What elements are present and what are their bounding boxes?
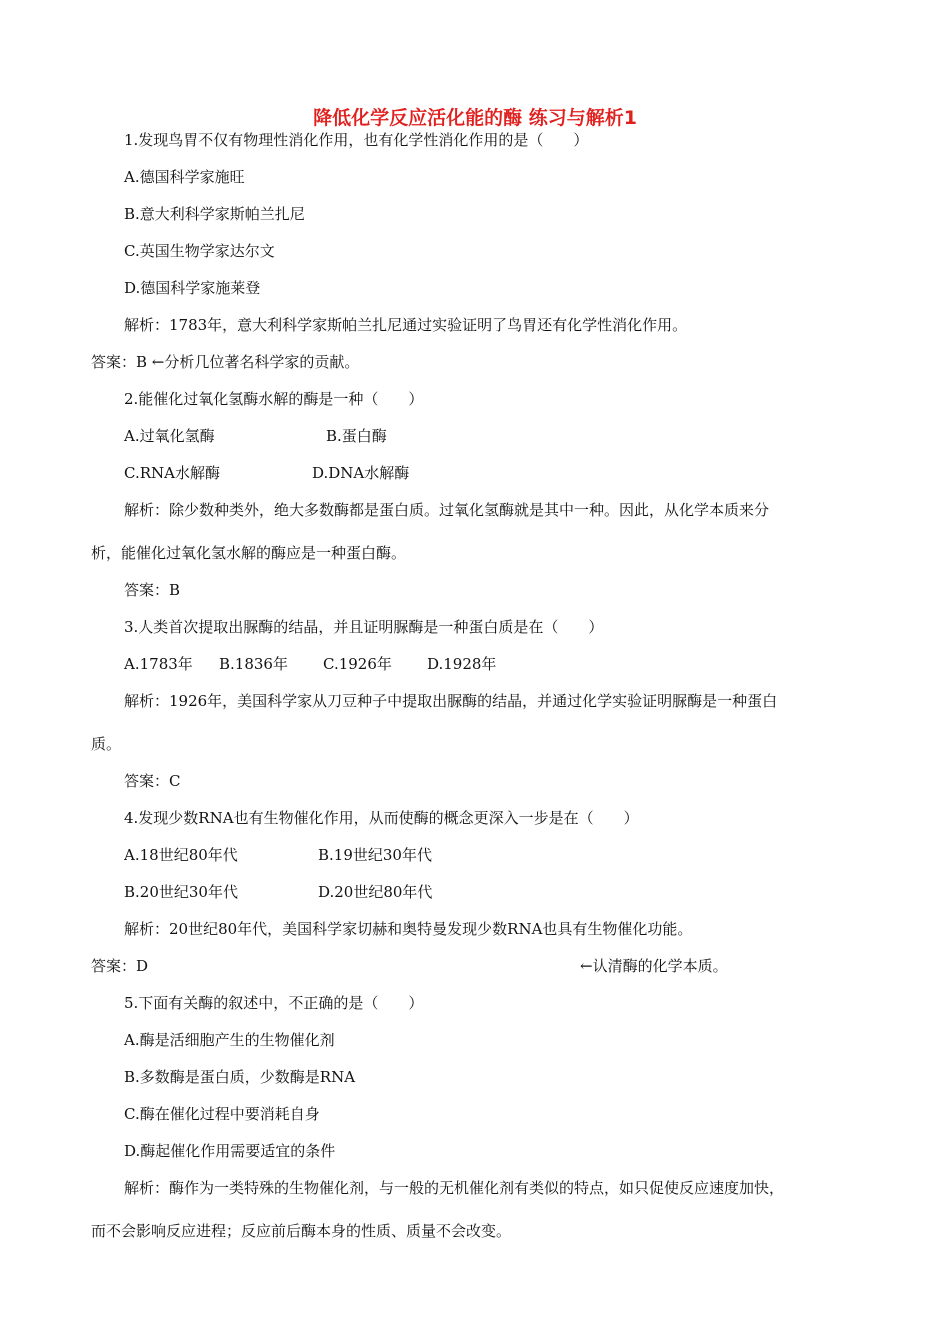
q5-analysis-line-2: 而不会影响反应进程；反应前后酶本身的性质、质量不会改变。 <box>91 1222 512 1240</box>
q4-margin-note: ←认清酶的化学本质。 <box>580 957 728 975</box>
q1-stem: 1.发现鸟胃不仅有物理性消化作用，也有化学性消化作用的是（ ） <box>124 131 589 149</box>
q4-analysis: 解析：20世纪80年代，美国科学家切赫和奥特曼发现少数RNA也具有生物催化功能。 <box>124 920 693 938</box>
q5-analysis-line-1: 解析：酶作为一类特殊的生物催化剂，与一般的无机催化剂有类似的特点，如只促使反应速度加快， <box>124 1179 785 1197</box>
q4-answer: 答案：D <box>91 957 149 975</box>
q4-option-d: D.20世纪80年代 <box>318 883 433 901</box>
q2-analysis-line-1: 解析：除少数种类外，绝大多数酶都是蛋白质。过氧化氢酶就是其中一种。因此，从化学本质来分 <box>124 501 770 519</box>
q5-option-a: A.酶是活细胞产生的生物催化剂 <box>124 1031 335 1049</box>
q2-option-a: A.过氧化氢酶 <box>124 427 215 445</box>
document-title: 降低化学反应活化能的酶 练习与解析1 <box>313 107 637 129</box>
q4-stem: 4.发现少数RNA也有生物催化作用，从而使酶的概念更深入一步是在（ ） <box>124 809 639 827</box>
q2-answer: 答案：B <box>124 581 181 599</box>
q2-option-c: C.RNA水解酶 <box>124 464 220 482</box>
q3-option-c: C.1926年 <box>323 655 392 673</box>
q3-option-a: A.1783年 <box>124 655 193 673</box>
q3-analysis-line-1: 解析：1926年，美国科学家从刀豆种子中提取出脲酶的结晶，并通过化学实验证明脲酶是一种蛋白 <box>124 692 778 710</box>
q4-option-b: B.19世纪30年代 <box>318 846 432 864</box>
q1-option-d: D.德国科学家施莱登 <box>124 279 261 297</box>
q5-option-c: C.酶在催化过程中要消耗自身 <box>124 1105 320 1123</box>
q5-option-d: D.酶起催化作用需要适宜的条件 <box>124 1142 336 1160</box>
q3-stem: 3.人类首次提取出脲酶的结晶，并且证明脲酶是一种蛋白质是在（ ） <box>124 618 604 636</box>
q3-analysis-line-2: 质。 <box>91 735 122 753</box>
q1-option-a: A.德国科学家施旺 <box>124 168 245 186</box>
q2-option-b: B.蛋白酶 <box>326 427 387 445</box>
q2-stem: 2.能催化过氧化氢酶水解的酶是一种（ ） <box>124 390 424 408</box>
q5-stem: 5.下面有关酶的叙述中，不正确的是（ ） <box>124 994 424 1012</box>
q5-option-b: B.多数酶是蛋白质，少数酶是RNA <box>124 1068 356 1086</box>
q3-option-b: B.1836年 <box>219 655 288 673</box>
q1-answer: 答案：B ←分析几位著名科学家的贡献。 <box>91 353 360 371</box>
q1-option-c: C.英国生物学家达尔文 <box>124 242 275 260</box>
q3-answer: 答案：C <box>124 772 181 790</box>
q2-analysis-line-2: 析，能催化过氧化氢水解的酶应是一种蛋白酶。 <box>91 544 407 562</box>
q2-option-d: D.DNA水解酶 <box>312 464 410 482</box>
q1-analysis: 解析：1783年，意大利科学家斯帕兰扎尼通过实验证明了鸟胃还有化学性消化作用。 <box>124 316 688 334</box>
q1-option-b: B.意大利科学家斯帕兰扎尼 <box>124 205 305 223</box>
q3-option-d: D.1928年 <box>427 655 497 673</box>
q4-option-c: B.20世纪30年代 <box>124 883 238 901</box>
q4-option-a: A.18世纪80年代 <box>124 846 238 864</box>
